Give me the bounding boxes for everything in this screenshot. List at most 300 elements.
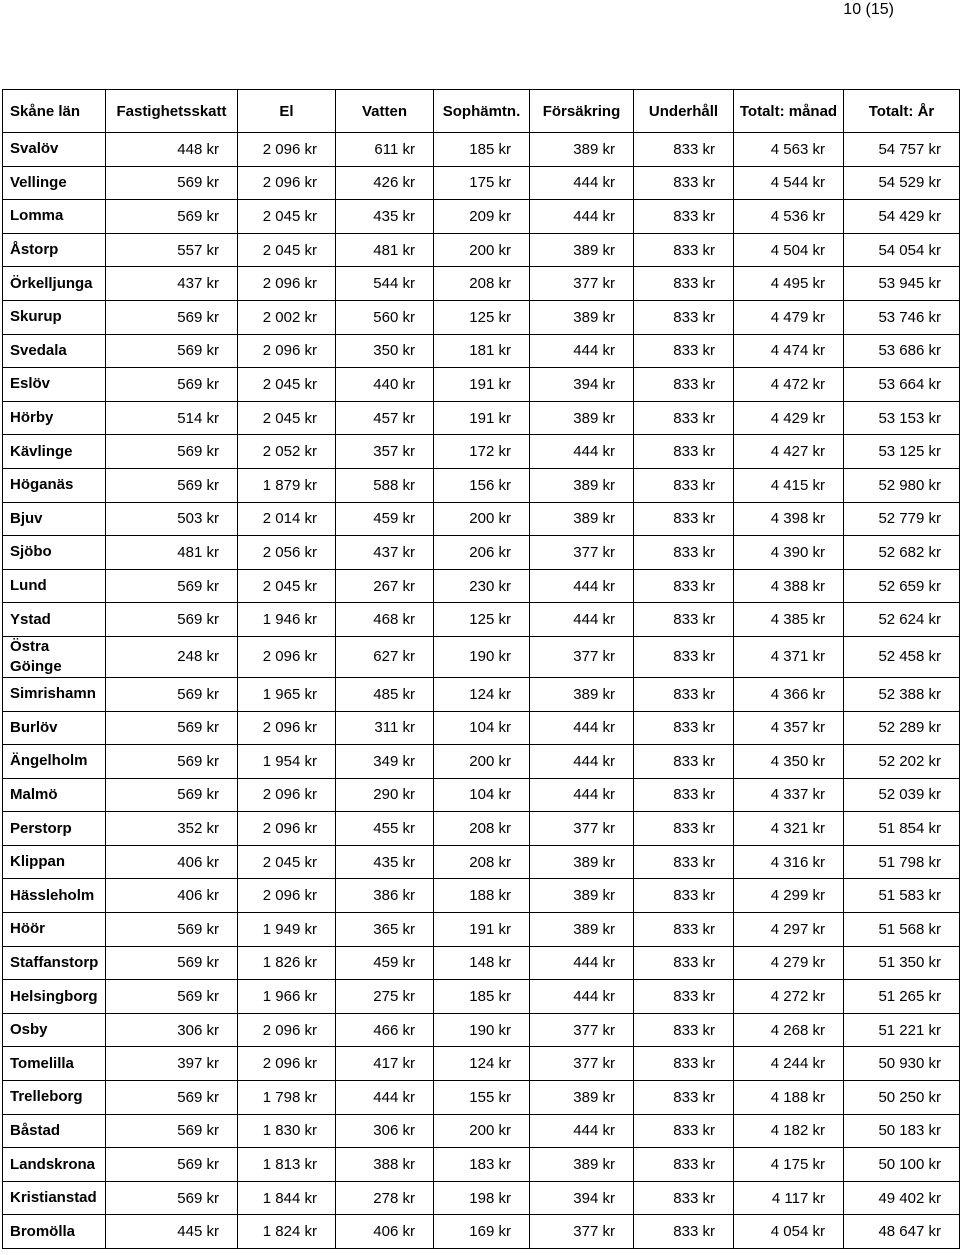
cost-cell: 2 045 kr [238, 569, 336, 603]
cost-cell: 2 096 kr [238, 711, 336, 745]
cost-cell: 190 kr [434, 1013, 530, 1047]
cost-cell: 833 kr [634, 334, 734, 368]
cost-cell: 191 kr [434, 913, 530, 947]
cost-cell: 124 kr [434, 1047, 530, 1081]
cost-cell: 4 544 kr [734, 166, 844, 200]
header-cell: Totalt: månad [734, 90, 844, 133]
cost-cell: 437 kr [336, 536, 434, 570]
table-row [3, 677, 960, 711]
cost-cell: 54 429 kr [844, 200, 960, 234]
cost-cell: 833 kr [634, 569, 734, 603]
cost-cell: 417 kr [336, 1047, 434, 1081]
cost-cell: 1 830 kr [238, 1114, 336, 1148]
cost-cell: 183 kr [434, 1148, 530, 1182]
cost-cell: 457 kr [336, 401, 434, 435]
cost-cell: 248 kr [106, 636, 238, 677]
municipality-cell: Eslöv [3, 368, 106, 402]
cost-cell: 833 kr [634, 1081, 734, 1115]
municipality-cell: Höganäs [3, 468, 106, 502]
header-cell: Underhåll [634, 90, 734, 133]
cost-cell: 1 813 kr [238, 1148, 336, 1182]
cost-cell: 445 kr [106, 1215, 238, 1249]
cost-cell: 275 kr [336, 980, 434, 1014]
cost-cell: 53 945 kr [844, 267, 960, 301]
municipality-cell: Örkelljunga [3, 267, 106, 301]
cost-cell: 560 kr [336, 300, 434, 334]
cost-cell: 389 kr [530, 845, 634, 879]
cost-cell: 4 337 kr [734, 778, 844, 812]
cost-cell: 444 kr [530, 711, 634, 745]
cost-cell: 485 kr [336, 677, 434, 711]
table-row [3, 133, 960, 167]
cost-cell: 2 096 kr [238, 778, 336, 812]
cost-cell: 169 kr [434, 1215, 530, 1249]
cost-cell: 440 kr [336, 368, 434, 402]
header-cell: Skåne län [3, 90, 106, 133]
cost-cell: 1 826 kr [238, 946, 336, 980]
cost-cell: 185 kr [434, 980, 530, 1014]
cost-cell: 2 096 kr [238, 334, 336, 368]
cost-cell: 569 kr [106, 468, 238, 502]
cost-cell: 569 kr [106, 300, 238, 334]
municipality-cell: Klippan [3, 845, 106, 879]
cost-cell: 569 kr [106, 435, 238, 469]
cost-cell: 4 474 kr [734, 334, 844, 368]
cost-cell: 124 kr [434, 677, 530, 711]
cost-cell: 191 kr [434, 368, 530, 402]
cost-cell: 833 kr [634, 711, 734, 745]
cost-cell: 311 kr [336, 711, 434, 745]
municipality-cell: Bromölla [3, 1215, 106, 1249]
cost-cell: 4 321 kr [734, 812, 844, 846]
table-row [3, 435, 960, 469]
cost-cell: 1 879 kr [238, 468, 336, 502]
cost-cell: 377 kr [530, 1215, 634, 1249]
cost-cell: 377 kr [530, 1047, 634, 1081]
cost-cell: 444 kr [530, 980, 634, 1014]
cost-cell: 4 366 kr [734, 677, 844, 711]
cost-cell: 172 kr [434, 435, 530, 469]
cost-cell: 290 kr [336, 778, 434, 812]
cost-cell: 50 930 kr [844, 1047, 960, 1081]
cost-cell: 2 096 kr [238, 879, 336, 913]
cost-cell: 51 798 kr [844, 845, 960, 879]
cost-cell: 190 kr [434, 636, 530, 677]
cost-cell: 544 kr [336, 267, 434, 301]
cost-cell: 435 kr [336, 845, 434, 879]
cost-cell: 588 kr [336, 468, 434, 502]
cost-cell: 2 056 kr [238, 536, 336, 570]
cost-cell: 394 kr [530, 1181, 634, 1215]
cost-cell: 4 350 kr [734, 745, 844, 779]
cost-cell: 51 221 kr [844, 1013, 960, 1047]
municipality-cell: Helsingborg [3, 980, 106, 1014]
header-cell: Sophämtn. [434, 90, 530, 133]
cost-cell: 833 kr [634, 133, 734, 167]
cost-cell: 2 096 kr [238, 636, 336, 677]
cost-cell: 104 kr [434, 711, 530, 745]
cost-cell: 206 kr [434, 536, 530, 570]
header-cell: El [238, 90, 336, 133]
cost-cell: 188 kr [434, 879, 530, 913]
table-header [3, 90, 960, 133]
municipality-cell: Åstorp [3, 233, 106, 267]
cost-cell: 48 647 kr [844, 1215, 960, 1249]
housing-cost-table [2, 89, 960, 1249]
cost-cell: 833 kr [634, 1181, 734, 1215]
cost-cell: 50 183 kr [844, 1114, 960, 1148]
cost-cell: 627 kr [336, 636, 434, 677]
cost-cell: 52 039 kr [844, 778, 960, 812]
cost-cell: 569 kr [106, 569, 238, 603]
cost-cell: 306 kr [336, 1114, 434, 1148]
cost-cell: 2 045 kr [238, 233, 336, 267]
cost-cell: 350 kr [336, 334, 434, 368]
cost-cell: 569 kr [106, 711, 238, 745]
cost-cell: 437 kr [106, 267, 238, 301]
cost-cell: 569 kr [106, 200, 238, 234]
cost-cell: 52 659 kr [844, 569, 960, 603]
cost-cell: 389 kr [530, 468, 634, 502]
cost-cell: 4 472 kr [734, 368, 844, 402]
cost-cell: 4 398 kr [734, 502, 844, 536]
municipality-cell: Trelleborg [3, 1081, 106, 1115]
cost-cell: 50 250 kr [844, 1081, 960, 1115]
cost-cell: 4 371 kr [734, 636, 844, 677]
cost-cell: 1 844 kr [238, 1181, 336, 1215]
municipality-cell: Vellinge [3, 166, 106, 200]
municipality-cell: Ystad [3, 603, 106, 637]
cost-cell: 267 kr [336, 569, 434, 603]
table-row [3, 368, 960, 402]
cost-cell: 455 kr [336, 812, 434, 846]
cost-cell: 200 kr [434, 502, 530, 536]
cost-cell: 230 kr [434, 569, 530, 603]
cost-cell: 389 kr [530, 1081, 634, 1115]
cost-cell: 444 kr [530, 946, 634, 980]
cost-cell: 51 265 kr [844, 980, 960, 1014]
cost-cell: 444 kr [530, 334, 634, 368]
municipality-cell: Tomelilla [3, 1047, 106, 1081]
cost-cell: 569 kr [106, 745, 238, 779]
table-row [3, 233, 960, 267]
table-row [3, 200, 960, 234]
cost-cell: 4 182 kr [734, 1114, 844, 1148]
cost-cell: 4 117 kr [734, 1181, 844, 1215]
cost-cell: 444 kr [530, 745, 634, 779]
municipality-cell: Hörby [3, 401, 106, 435]
cost-cell: 52 624 kr [844, 603, 960, 637]
cost-cell: 2 002 kr [238, 300, 336, 334]
cost-cell: 569 kr [106, 368, 238, 402]
cost-cell: 444 kr [530, 200, 634, 234]
cost-cell: 365 kr [336, 913, 434, 947]
cost-cell: 389 kr [530, 502, 634, 536]
municipality-cell: Svedala [3, 334, 106, 368]
cost-cell: 1 824 kr [238, 1215, 336, 1249]
cost-cell: 52 980 kr [844, 468, 960, 502]
cost-cell: 1 949 kr [238, 913, 336, 947]
cost-cell: 833 kr [634, 636, 734, 677]
cost-cell: 208 kr [434, 267, 530, 301]
cost-cell: 2 096 kr [238, 267, 336, 301]
cost-cell: 2 096 kr [238, 812, 336, 846]
cost-cell: 389 kr [530, 300, 634, 334]
cost-cell: 833 kr [634, 913, 734, 947]
cost-cell: 426 kr [336, 166, 434, 200]
cost-cell: 2 045 kr [238, 845, 336, 879]
cost-cell: 833 kr [634, 980, 734, 1014]
cost-cell: 833 kr [634, 603, 734, 637]
cost-cell: 569 kr [106, 1114, 238, 1148]
cost-cell: 54 054 kr [844, 233, 960, 267]
municipality-cell: Malmö [3, 778, 106, 812]
table-row [3, 468, 960, 502]
cost-cell: 50 100 kr [844, 1148, 960, 1182]
cost-cell: 185 kr [434, 133, 530, 167]
cost-cell: 406 kr [106, 879, 238, 913]
cost-cell: 4 504 kr [734, 233, 844, 267]
cost-cell: 1 954 kr [238, 745, 336, 779]
cost-cell: 4 415 kr [734, 468, 844, 502]
cost-cell: 569 kr [106, 1081, 238, 1115]
cost-cell: 833 kr [634, 536, 734, 570]
cost-cell: 377 kr [530, 267, 634, 301]
table-row [3, 502, 960, 536]
table-row [3, 778, 960, 812]
municipality-cell: Båstad [3, 1114, 106, 1148]
cost-cell: 4 385 kr [734, 603, 844, 637]
table-row [3, 636, 960, 677]
cost-cell: 4 297 kr [734, 913, 844, 947]
cost-cell: 125 kr [434, 300, 530, 334]
cost-cell: 389 kr [530, 233, 634, 267]
municipality-cell: Östra Göinge [3, 636, 106, 677]
cost-cell: 200 kr [434, 1114, 530, 1148]
cost-cell: 51 854 kr [844, 812, 960, 846]
cost-cell: 377 kr [530, 812, 634, 846]
header-cell: Vatten [336, 90, 434, 133]
cost-cell: 611 kr [336, 133, 434, 167]
municipality-cell: Osby [3, 1013, 106, 1047]
cost-cell: 306 kr [106, 1013, 238, 1047]
cost-cell: 4 563 kr [734, 133, 844, 167]
header-cell: Fastighetsskatt [106, 90, 238, 133]
cost-cell: 4 299 kr [734, 879, 844, 913]
cost-cell: 1 946 kr [238, 603, 336, 637]
cost-cell: 4 188 kr [734, 1081, 844, 1115]
cost-cell: 191 kr [434, 401, 530, 435]
table-row [3, 1181, 960, 1215]
municipality-cell: Svalöv [3, 133, 106, 167]
cost-cell: 2 052 kr [238, 435, 336, 469]
cost-cell: 444 kr [530, 166, 634, 200]
cost-cell: 444 kr [336, 1081, 434, 1115]
cost-cell: 4 357 kr [734, 711, 844, 745]
cost-cell: 52 202 kr [844, 745, 960, 779]
cost-cell: 466 kr [336, 1013, 434, 1047]
cost-cell: 2 096 kr [238, 1047, 336, 1081]
header-row [3, 90, 960, 133]
cost-cell: 2 045 kr [238, 368, 336, 402]
cost-cell: 406 kr [336, 1215, 434, 1249]
table-row [3, 569, 960, 603]
table-row [3, 603, 960, 637]
cost-cell: 4 429 kr [734, 401, 844, 435]
cost-cell: 444 kr [530, 603, 634, 637]
cost-cell: 52 289 kr [844, 711, 960, 745]
municipality-cell: Kristianstad [3, 1181, 106, 1215]
municipality-cell: Sjöbo [3, 536, 106, 570]
cost-cell: 569 kr [106, 1181, 238, 1215]
cost-cell: 4 479 kr [734, 300, 844, 334]
cost-cell: 377 kr [530, 636, 634, 677]
cost-cell: 1 965 kr [238, 677, 336, 711]
cost-cell: 2 045 kr [238, 401, 336, 435]
municipality-cell: Höör [3, 913, 106, 947]
cost-cell: 377 kr [530, 536, 634, 570]
cost-cell: 833 kr [634, 812, 734, 846]
table-body [3, 133, 960, 1249]
cost-cell: 155 kr [434, 1081, 530, 1115]
cost-cell: 569 kr [106, 677, 238, 711]
cost-cell: 53 686 kr [844, 334, 960, 368]
table-row [3, 913, 960, 947]
cost-cell: 833 kr [634, 267, 734, 301]
municipality-cell: Bjuv [3, 502, 106, 536]
cost-cell: 444 kr [530, 778, 634, 812]
cost-cell: 833 kr [634, 845, 734, 879]
cost-cell: 54 757 kr [844, 133, 960, 167]
cost-cell: 377 kr [530, 1013, 634, 1047]
table-row [3, 745, 960, 779]
cost-cell: 198 kr [434, 1181, 530, 1215]
cost-cell: 569 kr [106, 1148, 238, 1182]
cost-cell: 4 390 kr [734, 536, 844, 570]
cost-cell: 1 966 kr [238, 980, 336, 1014]
cost-cell: 209 kr [434, 200, 530, 234]
cost-cell: 481 kr [336, 233, 434, 267]
cost-cell: 4 495 kr [734, 267, 844, 301]
cost-cell: 4 244 kr [734, 1047, 844, 1081]
municipality-cell: Ängelholm [3, 745, 106, 779]
page-number: 10 (15) [843, 1, 894, 18]
cost-cell: 459 kr [336, 502, 434, 536]
cost-cell: 53 746 kr [844, 300, 960, 334]
cost-cell: 833 kr [634, 1047, 734, 1081]
table-row [3, 1148, 960, 1182]
cost-cell: 406 kr [106, 845, 238, 879]
cost-cell: 569 kr [106, 603, 238, 637]
table-row [3, 166, 960, 200]
cost-cell: 389 kr [530, 879, 634, 913]
cost-cell: 833 kr [634, 368, 734, 402]
cost-cell: 53 125 kr [844, 435, 960, 469]
cost-cell: 4 388 kr [734, 569, 844, 603]
municipality-cell: Landskrona [3, 1148, 106, 1182]
table-row [3, 980, 960, 1014]
header-cell: Totalt: År [844, 90, 960, 133]
municipality-cell: Hässleholm [3, 879, 106, 913]
table-row [3, 401, 960, 435]
cost-cell: 386 kr [336, 879, 434, 913]
municipality-cell: Lund [3, 569, 106, 603]
cost-cell: 569 kr [106, 778, 238, 812]
cost-cell: 833 kr [634, 468, 734, 502]
cost-cell: 569 kr [106, 946, 238, 980]
cost-cell: 51 568 kr [844, 913, 960, 947]
cost-cell: 208 kr [434, 812, 530, 846]
cost-cell: 444 kr [530, 569, 634, 603]
cost-cell: 2 096 kr [238, 166, 336, 200]
cost-cell: 397 kr [106, 1047, 238, 1081]
cost-cell: 1 798 kr [238, 1081, 336, 1115]
table-row [3, 334, 960, 368]
municipality-cell: Kävlinge [3, 435, 106, 469]
cost-cell: 49 402 kr [844, 1181, 960, 1215]
cost-cell: 208 kr [434, 845, 530, 879]
cost-cell: 4 316 kr [734, 845, 844, 879]
cost-cell: 833 kr [634, 502, 734, 536]
cost-cell: 200 kr [434, 745, 530, 779]
cost-cell: 833 kr [634, 778, 734, 812]
cost-cell: 2 014 kr [238, 502, 336, 536]
cost-cell: 4 427 kr [734, 435, 844, 469]
cost-cell: 148 kr [434, 946, 530, 980]
cost-cell: 569 kr [106, 334, 238, 368]
cost-cell: 389 kr [530, 913, 634, 947]
municipality-cell: Lomma [3, 200, 106, 234]
municipality-cell: Skurup [3, 300, 106, 334]
cost-cell: 2 096 kr [238, 133, 336, 167]
cost-cell: 352 kr [106, 812, 238, 846]
cost-cell: 181 kr [434, 334, 530, 368]
municipality-cell: Staffanstorp [3, 946, 106, 980]
cost-cell: 833 kr [634, 435, 734, 469]
table-row [3, 711, 960, 745]
municipality-cell: Perstorp [3, 812, 106, 846]
cost-cell: 833 kr [634, 1148, 734, 1182]
cost-cell: 468 kr [336, 603, 434, 637]
cost-cell: 104 kr [434, 778, 530, 812]
table-row [3, 267, 960, 301]
cost-cell: 53 153 kr [844, 401, 960, 435]
cost-cell: 833 kr [634, 677, 734, 711]
cost-cell: 569 kr [106, 980, 238, 1014]
table-row [3, 1081, 960, 1115]
cost-cell: 448 kr [106, 133, 238, 167]
cost-cell: 444 kr [530, 1114, 634, 1148]
cost-cell: 52 779 kr [844, 502, 960, 536]
cost-cell: 833 kr [634, 1114, 734, 1148]
cost-cell: 175 kr [434, 166, 530, 200]
cost-cell: 833 kr [634, 1215, 734, 1249]
cost-cell: 833 kr [634, 1013, 734, 1047]
cost-cell: 833 kr [634, 200, 734, 234]
table-row [3, 946, 960, 980]
cost-cell: 125 kr [434, 603, 530, 637]
cost-cell: 569 kr [106, 913, 238, 947]
cost-cell: 51 583 kr [844, 879, 960, 913]
cost-cell: 200 kr [434, 233, 530, 267]
cost-cell: 52 458 kr [844, 636, 960, 677]
cost-cell: 4 054 kr [734, 1215, 844, 1249]
table-row [3, 300, 960, 334]
cost-cell: 833 kr [634, 166, 734, 200]
cost-cell: 394 kr [530, 368, 634, 402]
cost-cell: 833 kr [634, 233, 734, 267]
header-cell: Försäkring [530, 90, 634, 133]
